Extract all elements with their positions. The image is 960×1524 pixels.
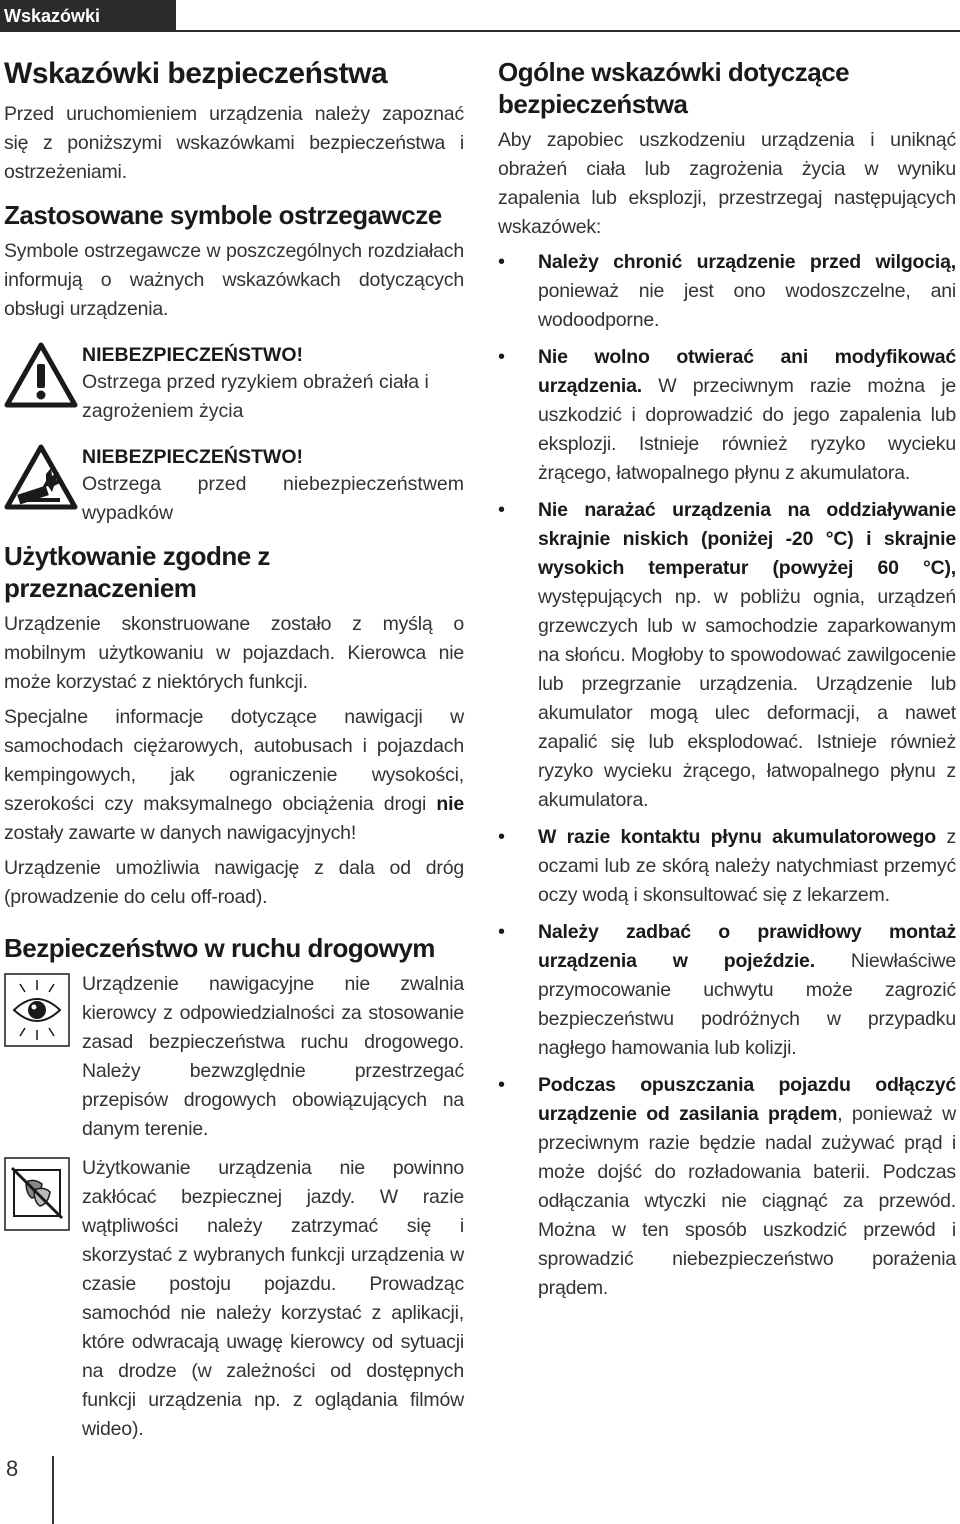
list-item-bold: Nie wolno otwierać ani modyfikować urządzenia.: [538, 346, 956, 397]
page-number: 8: [6, 1456, 19, 1481]
page-title: Wskazówki bezpieczeństwa: [4, 57, 388, 90]
intro-paragraph: Przed uruchomieniem urządzenia należy zapoznać się z poniższymi wskazówkami bezpieczeństwa i ostrzeżeniami.: [4, 103, 464, 183]
safety-list: [498, 248, 956, 1303]
explosion-triangle-icon: [4, 444, 82, 528]
list-item-bold: Należy chronić urządzenie przed wilgocią,: [538, 251, 956, 273]
list-item-text: występujących np. w pobliżu ognia, urządzeń grzewczych lub w samochodzie zaparkowanym na słońcu. Mogłoby to spowodować zawilgocenie lub przegrzanie urządzenia. Urządzenie lub akumulator mogą ulec deformacji, a nawet zapalić się lub eksplodować. Istnieje również ryzyko wycieku żrącego, łatwopalnego płynu z akumulatora.: [538, 586, 956, 811]
road-paragraph-1: Urządzenie nawigacyjne nie zwalnia kierowcy z odpowiedzialności za stosowanie zasad bezpieczeństwa ruchu drogowego. Należy bezwzględnie przestrzegać przepisów drogowych obowiązujących na danym terenie.: [82, 973, 464, 1140]
eye-icon: [4, 970, 82, 1150]
section-header-label: Wskazówki bezpieczeństwa: [0, 0, 176, 32]
list-item-bold: Podczas opuszczania pojazdu odłączyć urządzenie od zasilania prądem: [538, 1074, 956, 1125]
usage-p2-text-b: zostały zawarte w danych nawigacyjnych!: [4, 822, 357, 844]
usage-paragraph-2: [4, 703, 464, 848]
list-item-text: , ponieważ w przeciwnym razie będzie nadal zużywać prąd i może dojść do rozładowania baterii. Podczas odłączania wtyczki nie ciągnąć za przewód. Można w ten sposób uszkodzić przewód i sprowadzić niebezpieczeństwo porażenia prądem.: [538, 1103, 956, 1299]
general-safety-heading: Ogólne wskazówki dotyczące bezpieczeństwa: [498, 57, 850, 119]
list-item: [498, 823, 956, 910]
exclamation-triangle-icon: [4, 342, 82, 426]
list-item-bold: W razie kontaktu płynu akumulatorowego: [538, 826, 936, 848]
left-column: [4, 50, 464, 1454]
no-video-icon: [4, 1154, 82, 1450]
warning-injury: [4, 342, 464, 426]
list-item: [498, 1071, 956, 1303]
warning-accident: [4, 444, 464, 528]
usage-paragraph-3: Urządzenie umożliwia nawigację z dala od dróg (prowadzenie do celu off-road).: [4, 857, 464, 908]
list-item-bold: Należy zadbać o prawidłowy montaż urządzenia w pojeździe.: [538, 921, 956, 972]
page-number-rule: [52, 1456, 54, 1524]
road-safety-heading: Bezpieczeństwo w ruchu drogowym: [4, 933, 435, 963]
usage-p2-text-a: Specjalne informacje dotyczące nawigacji w samochodach ciężarowych, autobusach i pojazdach kempingowych, jak ograniczenie wysokości, szerokości czy maksymalnego obciążenia drogi: [4, 706, 464, 815]
usage-p2-bold: nie: [436, 793, 464, 815]
list-item-text: ponieważ nie jest ono wodoszczelne, ani wodoodporne.: [538, 280, 956, 331]
road-paragraph-2: Użytkowanie urządzenia nie powinno zakłócać bezpiecznej jazdy. W razie wątpliwości należy zatrzymać się i skorzystać z wybranych funkcji urządzenia w czasie postoju pojazdu. Prowadząc samochód nie należy korzystać z aplikacji, które odwracają uwagę kierowcy od sytuacji na drodze (w zależności od dostępnych funkcji urządzenia np. z oglądania filmów wideo).: [82, 1157, 464, 1440]
warning-title: NIEBEZPIECZEŃSTWO!: [82, 446, 304, 468]
list-item: [498, 496, 956, 815]
usage-paragraph-1: Urządzenie skonstruowane zostało z myślą o mobilnym użytkowaniu w pojazdach. Kierowca nie może korzystać z niektórych funkcji.: [4, 613, 464, 693]
list-item: [498, 343, 956, 488]
warning-title: NIEBEZPIECZEŃSTWO!: [82, 344, 304, 366]
symbols-heading: Zastosowane symbole ostrzegawcze: [4, 200, 442, 230]
usage-heading: Użytkowanie zgodne z przeznaczeniem: [4, 541, 270, 603]
list-item-bold: Nie narażać urządzenia na oddziaływanie skrajnie niskich (poniżej -20 °C) i skrajnie wysokich temperatur (powyżej 60 °C),: [538, 499, 956, 579]
right-column: [498, 50, 956, 1311]
list-item: [498, 918, 956, 1063]
list-item-text: Niewłaściwe przymocowanie uchwytu może zagrozić bezpieczeństwu podróżnych w przypadku nagłego hamowania lub kolizji.: [538, 950, 956, 1059]
symbols-paragraph: Symbole ostrzegawcze w poszczególnych rozdziałach informują o ważnych wskazówkach dotyczących obsługi urządzenia.: [4, 240, 464, 320]
header-rule: [176, 30, 960, 32]
road-safety-block-1: [4, 970, 464, 1150]
warning-text: Ostrzega przed niebezpieczeństwem wypadków: [82, 473, 464, 524]
list-item-text: z oczami lub ze skórą należy natychmiast przemyć oczy wodą i skonsultować się z lekarzem.: [538, 826, 956, 906]
road-safety-block-2: [4, 1154, 464, 1450]
list-item: [498, 248, 956, 335]
list-item-text: W przeciwnym razie można je uszkodzić i doprowadzić do jego zapalenia lub eksplozji. Istnieje również ryzyko wycieku żrącego, łatwopalnego płynu z akumulatora.: [538, 375, 956, 484]
general-safety-intro: Aby zapobiec uszkodzeniu urządzenia i uniknąć obrażeń ciała lub zagrożenia życia w wyniku zapalenia lub eksplozji, przestrzegaj następujących wskazówek:: [498, 129, 956, 238]
warning-text: Ostrzega przed ryzykiem obrażeń ciała i zagrożeniem życia: [82, 371, 429, 422]
